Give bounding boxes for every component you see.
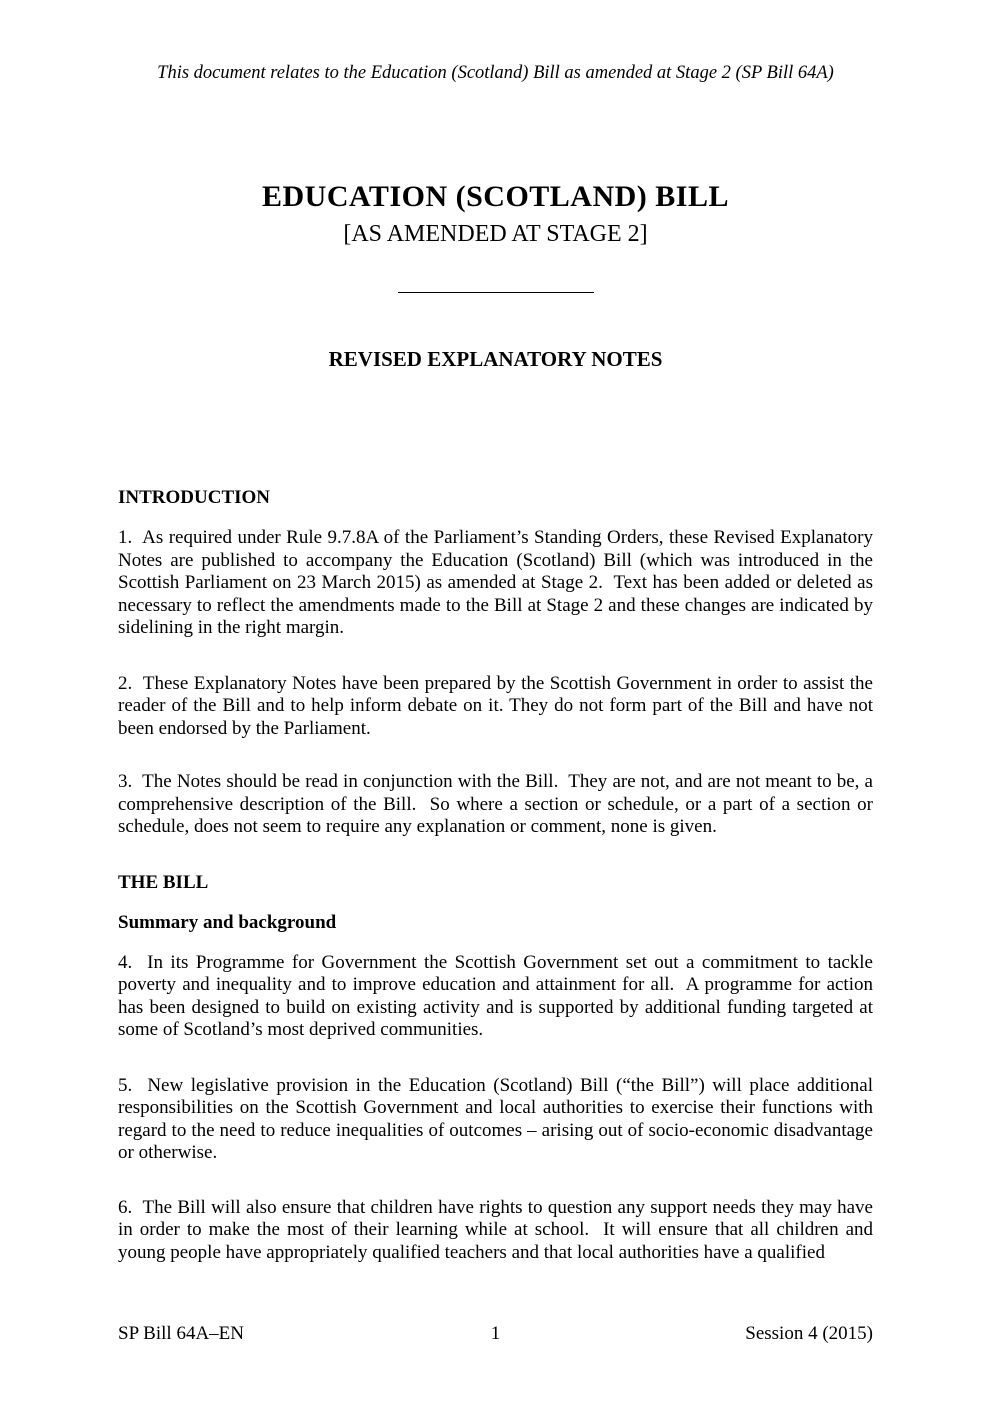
paragraph-6: 6. The Bill will also ensure that children have rights to question any support needs they may have in order to make the most of their learning while at school. It will ensure that all children and young people have appropriately qualified teachers and that local authorities have a qualified bbox=[118, 1196, 873, 1263]
footer-page-number: 1 bbox=[490, 1323, 501, 1344]
footer-session: Session 4 (2015) bbox=[745, 1323, 873, 1344]
paragraph-3: 3. The Notes should be read in conjunction with the Bill. They are not, and are not meant to be, a comprehensive description of the Bill. So where a section or schedule, or a part of a section or schedule, does not seem to require any explanation or comment, none is given. bbox=[118, 771, 873, 837]
section-title-revised-explanatory-notes: REVISED EXPLANATORY NOTES bbox=[328, 347, 663, 371]
horizontal-rule bbox=[398, 292, 594, 293]
document-header-note: This document relates to the Education (Scotland) Bill as amended at Stage 2 (SP Bill 64A) bbox=[157, 63, 834, 83]
heading-introduction: INTRODUCTION bbox=[118, 487, 271, 508]
document-title: EDUCATION (SCOTLAND) BILL bbox=[261, 180, 729, 213]
page-footer bbox=[118, 1323, 873, 1345]
paragraph-2: 2. These Explanatory Notes have been prepared by the Scottish Government in order to assist the reader of the Bill and to help inform debate on it. They do not form part of the Bill and have not been endorsed by the Parliament. bbox=[118, 672, 873, 739]
footer-bill-reference: SP Bill 64A–EN bbox=[118, 1323, 244, 1344]
subheading-summary-and-background: Summary and background bbox=[118, 911, 337, 933]
document-subtitle: [AS AMENDED AT STAGE 2] bbox=[343, 221, 648, 247]
paragraph-5: 5. New legislative provision in the Education (Scotland) Bill (“the Bill”) will place additional responsibilities on the Scottish Government and local authorities to exercise their functions with regard to the need to reduce inequalities of outcomes – arising out of socio-economic disadvantage or otherwise. bbox=[118, 1074, 873, 1163]
paragraph-4: 4. In its Programme for Government the Scottish Government set out a commitment to tackle poverty and inequality and to improve education and attainment for all. A programme for action has been designed to build on existing activity and is supported by additional funding targeted at some of Scotland’s most deprived communities. bbox=[118, 951, 873, 1040]
heading-the-bill: THE BILL bbox=[118, 871, 209, 893]
paragraph-1: 1. As required under Rule 9.7.8A of the Parliament’s Standing Orders, these Revised Explanatory Notes are published to accompany the Education (Scotland) Bill (which was introduced in the Scottish Parliament on 23 March 2015) as amended at Stage 2. Text has been added or deleted as necessary to reflect the amendments made to the Bill at Stage 2 and these changes are indicated by sidelining in the right margin. bbox=[118, 527, 873, 638]
